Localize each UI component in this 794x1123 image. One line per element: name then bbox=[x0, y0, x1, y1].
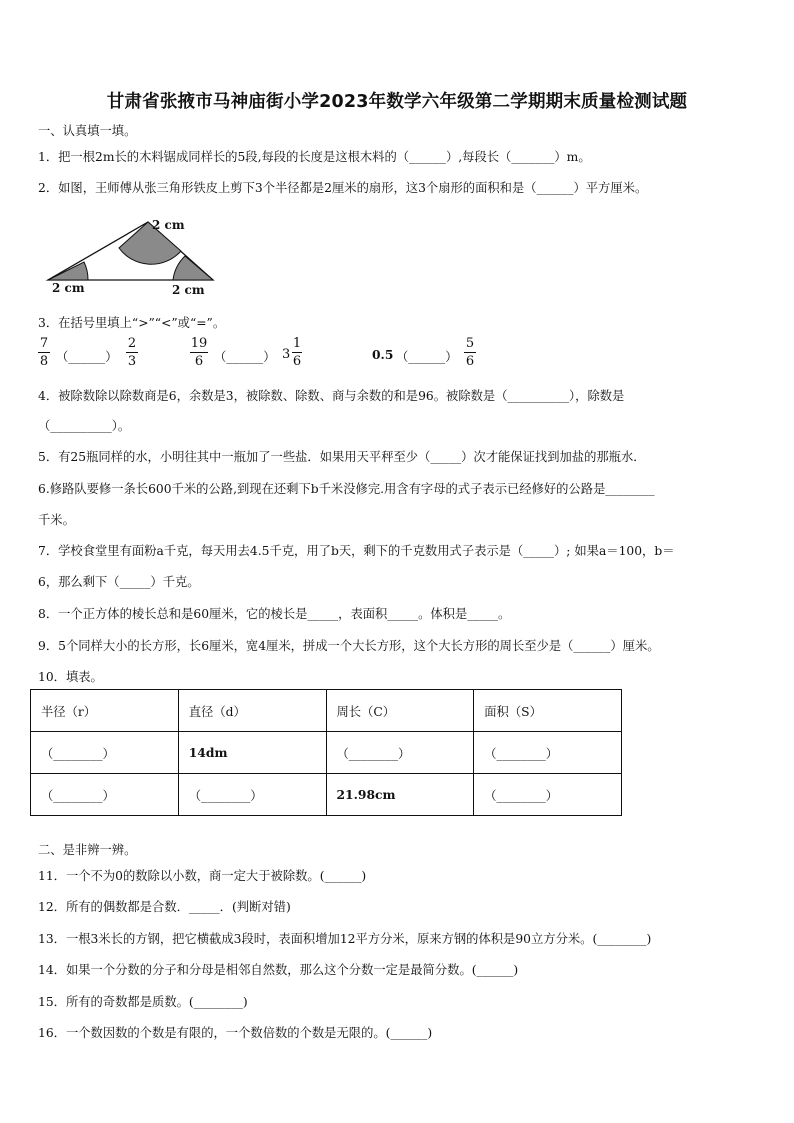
question-4-line-2: （__________）。 bbox=[38, 419, 131, 433]
question-13: 13．一根3米长的方钢，把它横截成3段时，表面积增加12平方分米，原来方钢的体积是90立方分米。(________) bbox=[38, 932, 652, 946]
question-6-line-2: 千米。 bbox=[38, 513, 75, 527]
right-sector bbox=[173, 256, 213, 280]
question-7-line-2: 6，那么剩下（_____）千克。 bbox=[38, 575, 200, 589]
question-6-line-1: 6.修路队要修一条长600千米的公路,到现在还剩下b千米没修完.用含有字母的式子表示已经修好的公路是________ bbox=[38, 482, 655, 496]
left-sector bbox=[48, 262, 88, 280]
table-cell: （________） bbox=[474, 732, 622, 774]
denominator: 8 bbox=[39, 354, 49, 369]
table-row bbox=[31, 774, 622, 816]
numerator: 7 bbox=[39, 336, 49, 351]
question-16: 16．一个数因数的个数是有限的，一个数倍数的个数是无限的。(______) bbox=[38, 1026, 433, 1040]
numerator: 2 bbox=[127, 336, 137, 351]
table-header-cell: 半径（r） bbox=[31, 690, 179, 732]
compare-blank-2: （______） bbox=[214, 350, 276, 364]
table-cell: （________） bbox=[326, 732, 474, 774]
fill-table bbox=[30, 689, 622, 816]
decimal-value: 0.5 bbox=[372, 347, 394, 362]
table-cell: 14dm bbox=[178, 732, 326, 774]
table-header-row bbox=[31, 690, 622, 732]
fraction-2-3 bbox=[126, 336, 138, 369]
question-2: 2．如图，王师傅从张三角形铁皮上剪下3个半径都是2厘米的扇形，这3个扇形的面积和是（______）平方厘米。 bbox=[38, 181, 648, 195]
table-cell: （________） bbox=[31, 774, 179, 816]
table-cell: （________） bbox=[474, 774, 622, 816]
question-15: 15．所有的奇数都是质数。(________) bbox=[38, 995, 248, 1009]
mixed-whole: 3 bbox=[282, 347, 291, 362]
question-3: 3．在括号里填上“>”“<”或“=”。 bbox=[38, 316, 226, 330]
denominator: 3 bbox=[127, 354, 137, 369]
table-header-cell: 直径（d） bbox=[178, 690, 326, 732]
denominator: 6 bbox=[190, 352, 208, 369]
left-length-label: 2 cm bbox=[52, 281, 85, 295]
denominator: 6 bbox=[465, 354, 475, 369]
question-14: 14．如果一个分数的分子和分母是相邻自然数，那么这个分数一定是最简分数。(______) bbox=[38, 963, 519, 977]
top-length-label: 2 cm bbox=[152, 218, 185, 232]
question-5: 5．有25瓶同样的水，小明往其中一瓶加了一些盐．如果用天平秤至少（_____）次才能保证找到加盐的那瓶水． bbox=[38, 450, 646, 464]
fraction-19-6 bbox=[190, 336, 208, 369]
question-12: 12．所有的偶数都是合数．_____．(判断对错) bbox=[38, 900, 291, 914]
question-10: 10．填表。 bbox=[38, 670, 103, 684]
numerator: 1 bbox=[292, 336, 302, 351]
fraction-5-6 bbox=[464, 336, 476, 369]
numerator: 19 bbox=[190, 336, 208, 351]
denominator: 6 bbox=[292, 354, 302, 369]
compare-blank-3: （______） bbox=[396, 350, 458, 364]
question-7-line-1: 7．学校食堂里有面粉a千克，每天用去4.5千克，用了b天，剩下的千克数用式子表示是（_____）; 如果a＝100，b＝ bbox=[38, 544, 675, 558]
question-1: 1．把一根2m长的木料锯成同样长的5段,每段的长度是这根木料的（______）,每段长（_______）m。 bbox=[38, 150, 591, 164]
table-cell: 21.98cm bbox=[326, 774, 474, 816]
table-header-cell: 面积（S） bbox=[474, 690, 622, 732]
table-cell: （________） bbox=[31, 732, 179, 774]
compare-blank-1: （______） bbox=[56, 350, 118, 364]
table-cell: （________） bbox=[178, 774, 326, 816]
question-11: 11．一个不为0的数除以小数，商一定大于被除数。(______) bbox=[38, 869, 367, 883]
right-length-label: 2 cm bbox=[172, 283, 205, 297]
question-4-line-1: 4．被除数除以除数商是6，余数是3，被除数、除数、商与余数的和是96。被除数是（__________），除数是 bbox=[38, 389, 625, 403]
question-9: 9．5个同样大小的长方形，长6厘米，宽4厘米，拼成一个大长方形，这个大长方形的周长至少是（______）厘米。 bbox=[38, 639, 660, 653]
table-row bbox=[31, 732, 622, 774]
page-title: 甘肃省张掖市马神庙街小学2023年数学六年级第二学期期末质量检测试题 bbox=[106, 92, 688, 112]
table-header-cell: 周长（C） bbox=[326, 690, 474, 732]
triangle-figure bbox=[40, 212, 220, 298]
fraction-7-8 bbox=[38, 336, 50, 369]
question-8: 8．一个正方体的棱长总和是60厘米，它的棱长是_____，表面积_____。体积是_____。 bbox=[38, 607, 511, 621]
section-1-heading: 一、认真填一填。 bbox=[38, 124, 137, 138]
section-2-heading: 二、是非辨一辨。 bbox=[38, 843, 137, 857]
fraction-1-6 bbox=[292, 336, 302, 369]
numerator: 5 bbox=[465, 336, 475, 351]
